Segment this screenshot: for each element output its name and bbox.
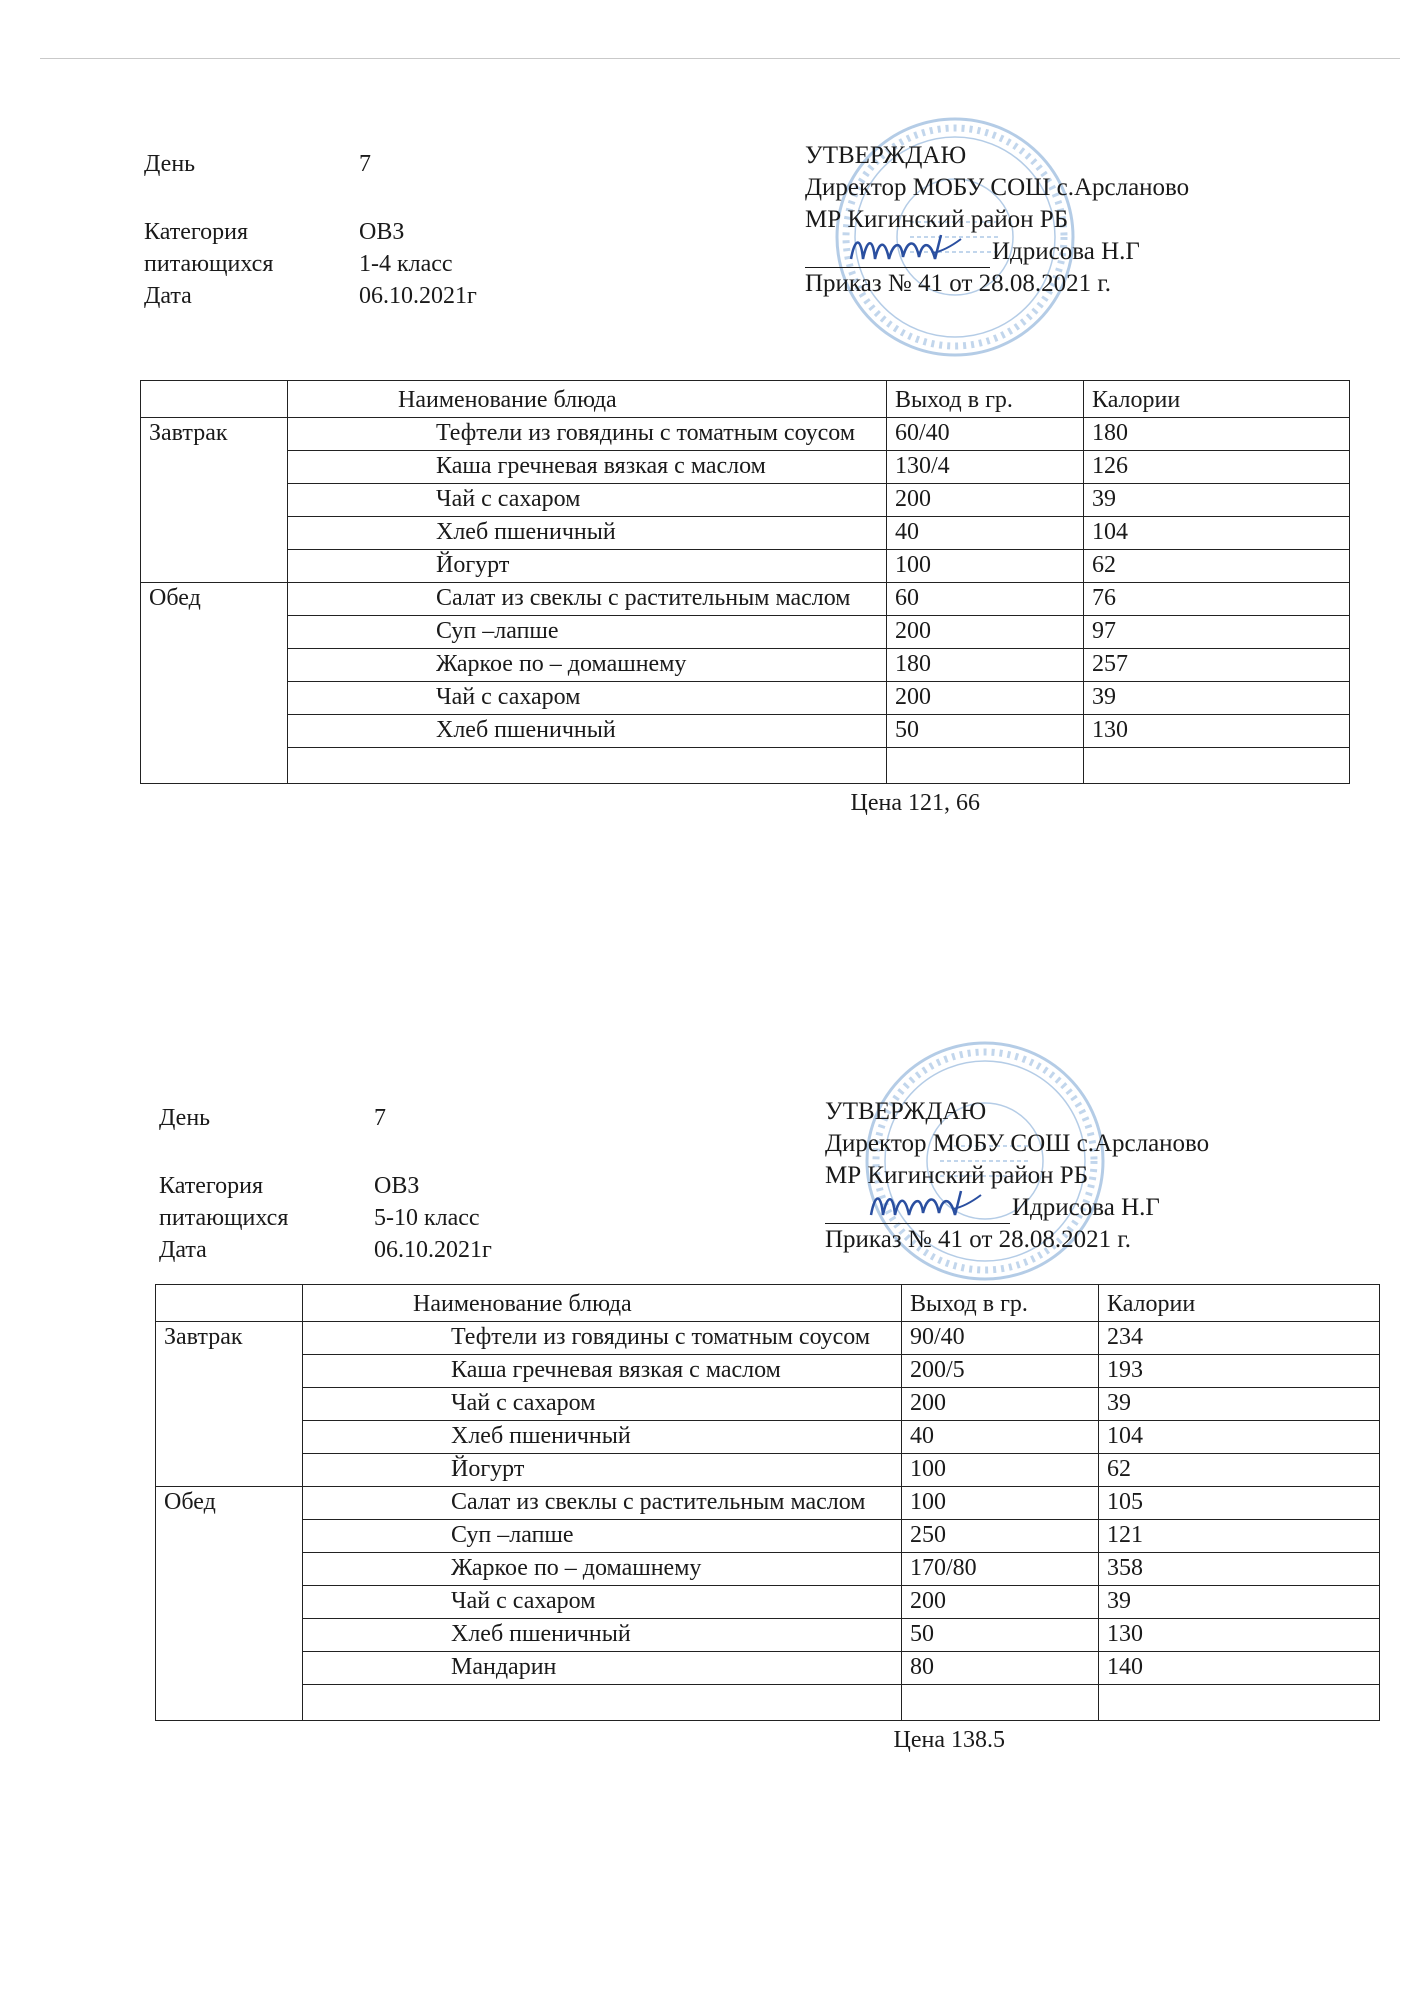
menu-header (140, 140, 1350, 380)
header-meal (156, 1285, 303, 1322)
menu-table (155, 1284, 1380, 1721)
table-row (141, 715, 1350, 748)
table-row (141, 616, 1350, 649)
dish-output: 200/5 (902, 1355, 1099, 1388)
dish-calories: 358 (1099, 1553, 1380, 1586)
dish-name: Салат из свеклы с растительным маслом (436, 585, 851, 611)
table-row (156, 1619, 1380, 1652)
signature-line (825, 1192, 1209, 1224)
table-row (141, 484, 1350, 517)
dish-name: Тефтели из говядины с томатным соусом (436, 420, 856, 446)
dish-name: Салат из свеклы с растительным маслом (451, 1489, 866, 1515)
dish-calories: 39 (1084, 682, 1350, 715)
empty-row (141, 748, 1350, 784)
table-row (141, 517, 1350, 550)
dish-output: 100 (902, 1454, 1099, 1487)
menu-table (140, 380, 1350, 784)
table-header-row (156, 1285, 1380, 1322)
dish-calories: 193 (1099, 1355, 1380, 1388)
dish-calories: 104 (1099, 1421, 1380, 1454)
dish-calories: 234 (1099, 1322, 1380, 1355)
dish-calories: 76 (1084, 583, 1350, 616)
dish-output: 170/80 (902, 1553, 1099, 1586)
price: Цена 138.5 (893, 1727, 1005, 1753)
dish-name: Жаркое по – домашнему (451, 1555, 702, 1581)
approval-title: УТВЕРЖДАЮ (805, 142, 967, 169)
menu-block-1-4-class (140, 140, 1350, 817)
class-value: 1-4 класс (359, 251, 453, 277)
category-label: Категория (159, 1173, 263, 1199)
signature-blank (805, 243, 990, 268)
dish-output: 100 (887, 550, 1084, 583)
director-position: Директор МОБУ СОШ с.Арсланово (805, 174, 1190, 201)
table-row (141, 649, 1350, 682)
dish-calories: 140 (1099, 1652, 1380, 1685)
table-row (156, 1520, 1380, 1553)
dish-name: Йогурт (436, 552, 510, 578)
header-dish: Наименование блюда (303, 1285, 902, 1322)
header-calories: Калории (1084, 381, 1350, 418)
header-calories: Калории (1099, 1285, 1380, 1322)
dish-output: 60 (887, 583, 1084, 616)
menu-info (144, 148, 477, 312)
order-reference: Приказ № 41 от 28.08.2021 г. (805, 270, 1112, 297)
handwritten-signature (845, 229, 965, 271)
dish-output: 200 (887, 682, 1084, 715)
table-row (141, 418, 1350, 451)
dish-output: 200 (902, 1388, 1099, 1421)
header-dish: Наименование блюда (288, 381, 887, 418)
dish-output: 40 (902, 1421, 1099, 1454)
handwritten-signature (865, 1185, 985, 1227)
meal-name: Завтрак (156, 1322, 303, 1487)
dish-name: Чай с сахаром (436, 684, 581, 710)
order-reference: Приказ № 41 от 28.08.2021 г. (825, 1226, 1132, 1253)
empty-cell (1099, 1685, 1380, 1721)
signature-blank (825, 1199, 1010, 1224)
dish-name: Чай с сахаром (436, 486, 581, 512)
approval-title: УТВЕРЖДАЮ (825, 1098, 987, 1125)
dish-output: 80 (902, 1652, 1099, 1685)
scan-edge-line (40, 58, 1400, 59)
dish-name: Каша гречневая вязкая с маслом (451, 1357, 781, 1383)
category-label-cont: питающихся (159, 1205, 289, 1231)
dish-name: Йогурт (451, 1456, 525, 1482)
table-row (156, 1421, 1380, 1454)
category-label: Категория (144, 219, 248, 245)
approval-block (805, 140, 1189, 300)
dish-output: 200 (887, 484, 1084, 517)
dish-calories: 105 (1099, 1487, 1380, 1520)
dish-name: Суп –лапше (451, 1522, 574, 1548)
dish-output: 40 (887, 517, 1084, 550)
table-row (156, 1553, 1380, 1586)
dish-name: Хлеб пшеничный (451, 1423, 631, 1449)
dish-output: 50 (902, 1619, 1099, 1652)
date-label: Дата (159, 1237, 207, 1263)
dish-output: 200 (887, 616, 1084, 649)
table-row (156, 1355, 1380, 1388)
table-header-row (141, 381, 1350, 418)
category-label-cont: питающихся (144, 251, 274, 277)
dish-name: Чай с сахаром (451, 1588, 596, 1614)
approval-block (825, 1096, 1209, 1256)
date-label: Дата (144, 283, 192, 309)
day-label: День (144, 151, 196, 177)
dish-output: 90/40 (902, 1322, 1099, 1355)
dish-calories: 97 (1084, 616, 1350, 649)
dish-calories: 62 (1084, 550, 1350, 583)
category-value: ОВЗ (359, 219, 405, 245)
table-body (156, 1322, 1380, 1721)
dish-output: 100 (902, 1487, 1099, 1520)
director-name: Идрисова Н.Г (1012, 1194, 1160, 1221)
day-label: День (159, 1105, 211, 1131)
dish-output: 60/40 (887, 418, 1084, 451)
dish-calories: 126 (1084, 451, 1350, 484)
header-meal (141, 381, 288, 418)
empty-cell (288, 748, 887, 784)
meal-name: Обед (156, 1487, 303, 1721)
day-value: 7 (374, 1105, 386, 1131)
table-row (156, 1322, 1380, 1355)
director-position: Директор МОБУ СОШ с.Арсланово (825, 1130, 1210, 1157)
day-value: 7 (359, 151, 371, 177)
table-body (141, 418, 1350, 784)
meal-name: Обед (141, 583, 288, 784)
menu-info (159, 1102, 492, 1266)
table-row (156, 1586, 1380, 1619)
dish-output: 250 (902, 1520, 1099, 1553)
empty-cell (303, 1685, 902, 1721)
dish-output: 200 (902, 1586, 1099, 1619)
dish-calories: 39 (1099, 1388, 1380, 1421)
table-row (141, 451, 1350, 484)
dish-calories: 104 (1084, 517, 1350, 550)
menu-block-5-10-class (155, 1100, 1380, 1754)
dish-calories: 121 (1099, 1520, 1380, 1553)
meal-name: Завтрак (141, 418, 288, 583)
dish-output: 180 (887, 649, 1084, 682)
dish-name: Мандарин (451, 1654, 557, 1680)
dish-calories: 39 (1099, 1586, 1380, 1619)
table-row (141, 682, 1350, 715)
dish-calories: 257 (1084, 649, 1350, 682)
table-row (156, 1487, 1380, 1520)
empty-cell (887, 748, 1084, 784)
header-output: Выход в гр. (902, 1285, 1099, 1322)
director-name: Идрисова Н.Г (992, 238, 1140, 265)
dish-calories: 130 (1084, 715, 1350, 748)
class-value: 5-10 класс (374, 1205, 480, 1231)
dish-name: Хлеб пшеничный (436, 519, 616, 545)
dish-calories: 180 (1084, 418, 1350, 451)
signature-line (805, 236, 1189, 268)
district: МР Кигинский район РБ (825, 1162, 1089, 1189)
dish-name: Хлеб пшеничный (436, 717, 616, 743)
table-row (156, 1388, 1380, 1421)
dish-calories: 62 (1099, 1454, 1380, 1487)
dish-name: Каша гречневая вязкая с маслом (436, 453, 766, 479)
dish-output: 130/4 (887, 451, 1084, 484)
date-value: 06.10.2021г (359, 283, 477, 309)
table-row (141, 583, 1350, 616)
dish-output: 50 (887, 715, 1084, 748)
dish-name: Хлеб пшеничный (451, 1621, 631, 1647)
table-row (141, 550, 1350, 583)
dish-name: Чай с сахаром (451, 1390, 596, 1416)
dish-name: Жаркое по – домашнему (436, 651, 687, 677)
menu-header (155, 1100, 1380, 1284)
dish-name: Тефтели из говядины с томатным соусом (451, 1324, 871, 1350)
category-value: ОВЗ (374, 1173, 420, 1199)
empty-cell (902, 1685, 1099, 1721)
dish-name: Суп –лапше (436, 618, 559, 644)
date-value: 06.10.2021г (374, 1237, 492, 1263)
empty-cell (1084, 748, 1350, 784)
table-row (156, 1652, 1380, 1685)
table-row (156, 1454, 1380, 1487)
dish-calories: 130 (1099, 1619, 1380, 1652)
dish-calories: 39 (1084, 484, 1350, 517)
header-output: Выход в гр. (887, 381, 1084, 418)
district: МР Кигинский район РБ (805, 206, 1069, 233)
price: Цена 121, 66 (850, 790, 980, 816)
empty-row (156, 1685, 1380, 1721)
